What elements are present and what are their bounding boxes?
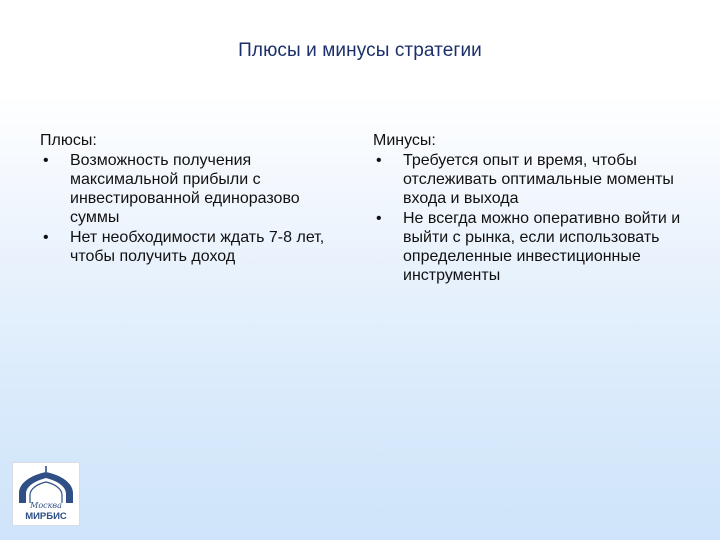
mirbis-logo — [12, 462, 80, 526]
cons-column — [373, 131, 688, 286]
pros-heading: Плюсы: — [40, 132, 97, 149]
logo-script-text: Москва — [30, 501, 62, 510]
cons-heading: Минусы: — [373, 132, 436, 149]
dome-logo-icon — [13, 463, 79, 525]
list-item — [40, 228, 340, 266]
slide-title: Плюсы и минусы стратегии — [238, 40, 482, 61]
pros-item-text: Нет необходимости ждать 7-8 лет, чтобы получить доход — [70, 229, 325, 265]
cons-list — [373, 151, 688, 285]
pros-column — [40, 131, 340, 267]
cons-item-text: Требуется опыт и время, чтобы отслеживать оптимальные моменты входа и выхода — [403, 152, 674, 207]
pros-list — [40, 151, 340, 266]
logo-name-text: МИРБИС — [25, 511, 67, 522]
cons-item-text: Не всегда можно оперативно войти и выйти с рынка, если использовать определенные инвестиционные инструменты — [403, 210, 681, 284]
list-item — [40, 151, 340, 227]
list-item — [373, 209, 688, 285]
bullet-icon: • — [376, 210, 382, 227]
bullet-icon: • — [376, 152, 382, 169]
pros-item-text: Возможность получения максимальной прибыли с инвестированной единоразово суммы — [70, 152, 300, 226]
list-item — [373, 151, 688, 208]
bullet-icon: • — [43, 152, 49, 169]
bullet-icon: • — [43, 229, 49, 246]
